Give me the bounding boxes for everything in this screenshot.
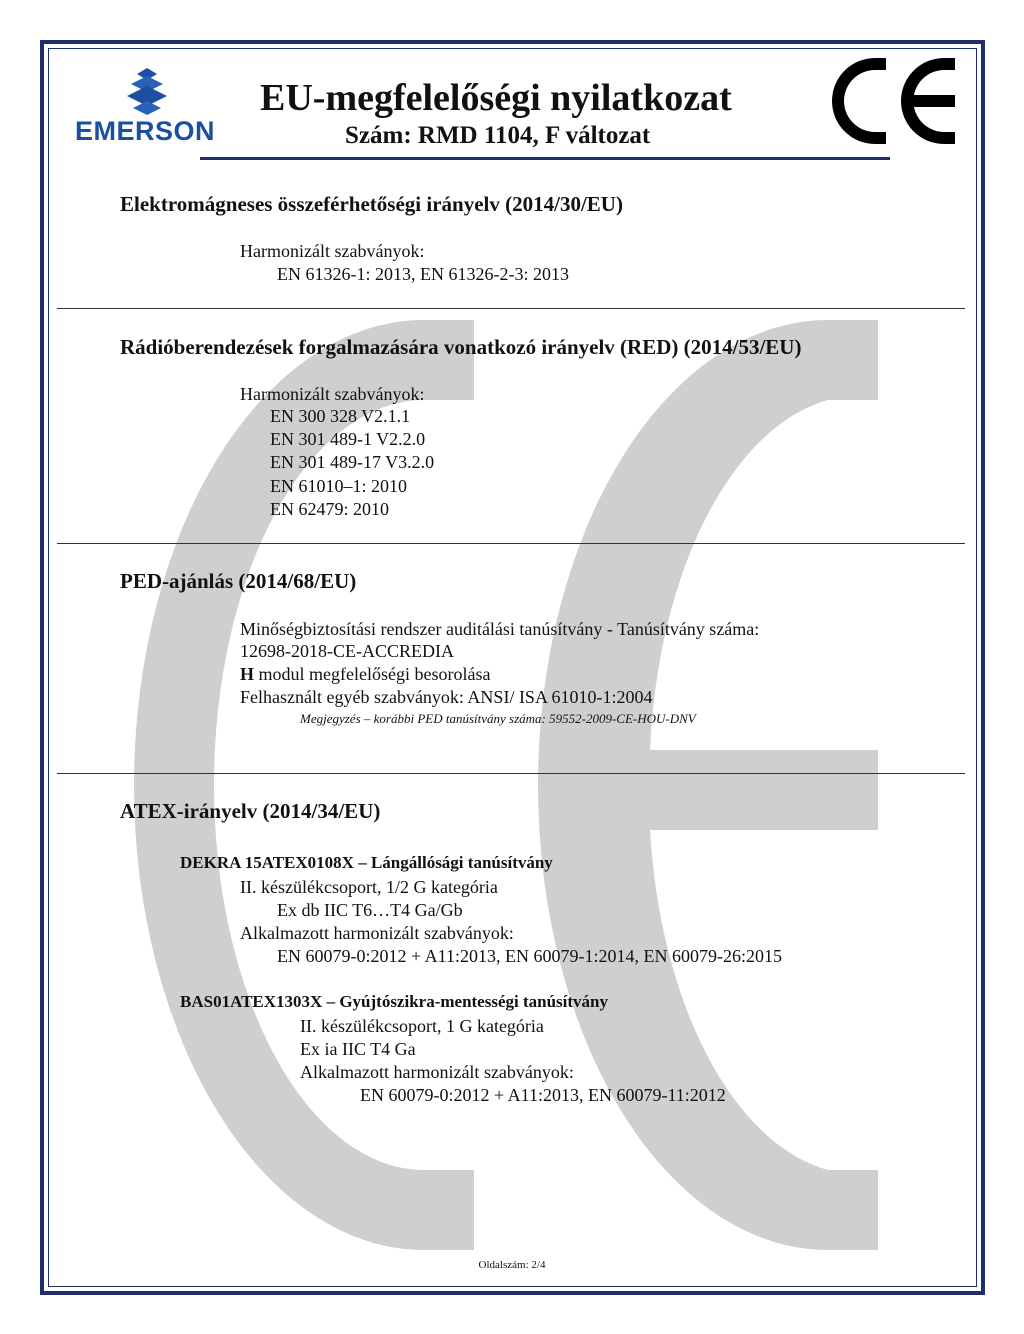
section-divider [57,773,965,774]
ce-watermark-icon [130,320,890,1250]
red-standard: EN 301 489-17 V3.2.0 [270,452,435,472]
atex-cert2-marking: Ex ia IIC T4 Ga [300,1039,416,1059]
ped-note: Megjegyzés – korábbi PED tanúsítvány száma: 59552-2009-CE-HOU-DNV [300,711,696,726]
atex-cert2-standards: EN 60079-0:2012 + A11:2013, EN 60079-11:2012 [360,1085,726,1105]
ped-cert-line: Minőségbiztosítási rendszer auditálási tanúsítvány - Tanúsítvány száma: [240,619,760,639]
emc-label: Harmonizált szabványok: [240,241,425,261]
red-label: Harmonizált szabványok: [240,384,425,404]
ped-module-text: modul megfelelőségi besorolása [254,664,491,684]
emerson-emblem-icon [55,66,235,118]
ce-mark-icon [828,56,958,146]
atex-cert2-label: Alkalmazott harmonizált szabványok: [300,1062,574,1082]
emerson-wordmark: EMERSON [74,116,216,146]
atex-cert1-standards: EN 60079-0:2012 + A11:2013, EN 60079-1:2014, EN 60079-26:2015 [277,946,782,966]
section-divider [57,308,965,309]
document-title: EU-megfelelőségi nyilatkozat [260,77,732,119]
atex-cert1-title: DEKRA 15ATEX0108X – Lángállósági tanúsítvány [180,853,553,872]
red-standard: EN 301 489-1 V2.2.0 [270,429,426,449]
atex-cert1-label: Alkalmazott harmonizált szabványok: [240,923,514,943]
ped-module-letter: H [240,664,255,684]
ped-module [240,664,490,685]
atex-cert2-group: II. készülékcsoport, 1 G kategória [300,1016,544,1036]
emerson-logo [55,66,235,146]
emc-standards: EN 61326-1: 2013, EN 61326-2-3: 2013 [277,264,569,284]
red-standard: EN 300 328 V2.1.1 [270,406,411,426]
red-heading: Rádióberendezések forgalmazására vonatkozó irányelv (RED) (2014/53/EU) [120,335,802,359]
atex-cert1-group: II. készülékcsoport, 1/2 G kategória [240,877,498,897]
ped-cert-number: 12698-2018-CE-ACCREDIA [240,641,454,661]
ped-other-standards: Felhasznált egyéb szabványok: ANSI/ ISA 61010-1:2004 [240,687,653,707]
atex-cert2-title: BAS01ATEX1303X – Gyújtószikra-mentességi tanúsítvány [180,992,609,1011]
section-divider [57,543,965,544]
atex-heading: ATEX-irányelv (2014/34/EU) [120,799,381,823]
document-number: Szám: RMD 1104, F változat [345,122,651,149]
page-number: Oldalszám: 2/4 [478,1259,546,1271]
red-standard: EN 61010–1: 2010 [270,476,407,496]
ped-heading: PED-ajánlás (2014/68/EU) [120,569,357,593]
red-standard: EN 62479: 2010 [270,499,389,519]
atex-cert1-marking: Ex db IIC T6…T4 Ga/Gb [277,900,463,920]
title-underline [200,157,890,160]
emc-heading: Elektromágneses összeférhetőségi irányelv (2014/30/EU) [120,192,623,216]
